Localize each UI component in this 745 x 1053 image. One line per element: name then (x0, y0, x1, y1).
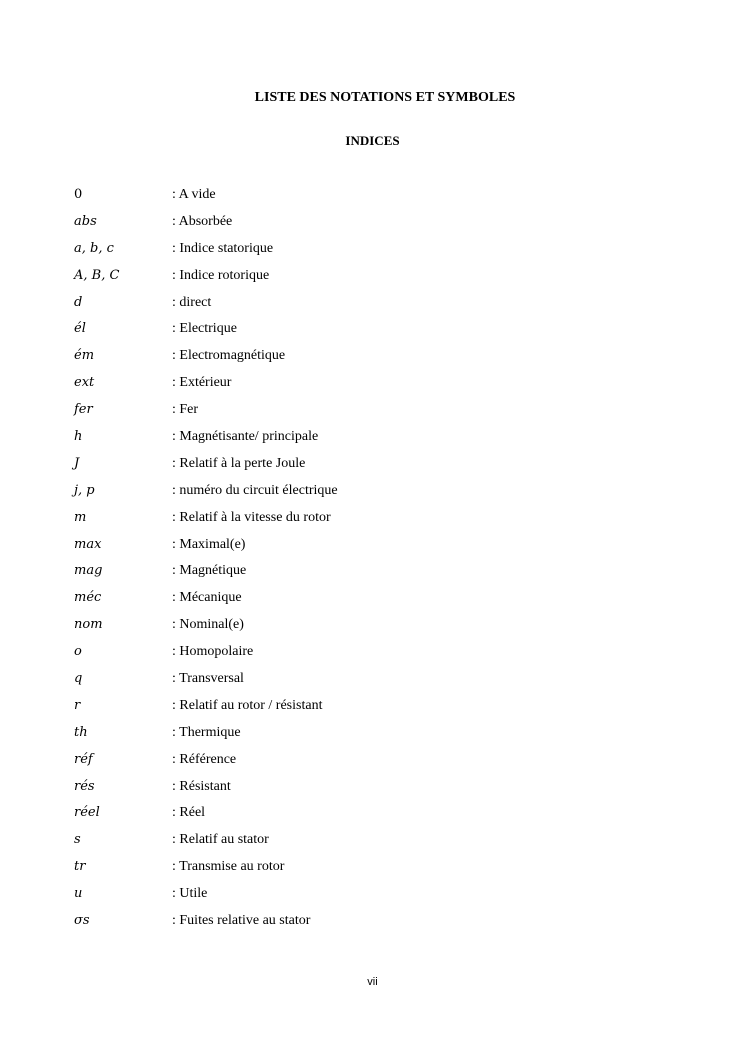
notation-symbol: réel (74, 805, 100, 821)
notation-symbol: él (74, 321, 86, 337)
notation-description: : Nominal(e) (172, 617, 244, 633)
notation-description: : Magnétisante/ principale (172, 429, 319, 445)
notation-symbol: nom (74, 617, 103, 633)
notation-description: : Relatif au rotor / résistant (172, 697, 323, 713)
list-item (74, 643, 694, 670)
list-item (74, 831, 694, 858)
notation-symbol: rés (74, 778, 95, 794)
notation-description: : Absorbée (172, 213, 233, 229)
notation-description: : Electromagnétique (172, 348, 286, 364)
notation-description: : Magnétique (172, 563, 247, 579)
notation-symbol: j, p (74, 482, 95, 498)
notation-description: : direct (172, 294, 212, 310)
notation-description: : Relatif à la vitesse du rotor (172, 509, 331, 525)
list-item (74, 509, 694, 536)
notation-symbol: fer (74, 402, 93, 418)
list-item (74, 885, 694, 912)
notation-description: : Homopolaire (172, 644, 254, 660)
notation-description: : Fer (172, 402, 199, 418)
notation-description: : numéro du circuit électrique (172, 482, 338, 498)
notation-description: : Maximal(e) (172, 536, 246, 552)
page-title: LISTE DES NOTATIONS ET SYMBOLES (254, 90, 516, 105)
list-item (74, 455, 694, 482)
notation-symbol: a, b, c (74, 240, 114, 256)
notation-description: : Transversal (172, 671, 244, 687)
list-item (74, 589, 694, 616)
list-item (74, 670, 694, 697)
notation-description: : Electrique (172, 321, 237, 337)
notation-symbol: m (74, 509, 87, 525)
list-item (74, 374, 694, 401)
notation-description: : Mécanique (172, 590, 242, 606)
list-item (74, 186, 694, 213)
notation-description: : Transmise au rotor (172, 859, 285, 875)
notation-symbol: σs (74, 913, 90, 929)
list-item (74, 347, 694, 374)
list-item (74, 401, 694, 428)
notation-description: : Utile (172, 886, 208, 902)
list-item (74, 428, 694, 455)
notation-description: : Résistant (172, 778, 231, 794)
notation-description: : Réel (172, 805, 206, 821)
list-item (74, 858, 694, 885)
list-item (74, 616, 694, 643)
notation-description: : Extérieur (172, 375, 232, 391)
list-item (74, 320, 694, 347)
notation-symbol: réf (74, 751, 93, 767)
list-item (74, 724, 694, 751)
notation-symbol: tr (74, 859, 86, 875)
notation-symbol: ext (74, 375, 95, 391)
list-item (74, 562, 694, 589)
list-item (74, 804, 694, 831)
notation-symbol: méc (74, 590, 102, 606)
notation-symbol: s (74, 832, 81, 848)
notation-symbol: d (74, 294, 83, 310)
notation-description: : Référence (172, 751, 237, 767)
notation-symbol: max (74, 536, 102, 552)
notation-symbol: r (74, 697, 81, 713)
notation-symbol: q (74, 671, 83, 687)
list-item (74, 536, 694, 563)
section-title: INDICES (345, 133, 400, 148)
notation-symbol: o (74, 644, 82, 660)
notation-description: : Indice rotorique (172, 267, 270, 283)
notation-description: : Indice statorique (172, 240, 274, 256)
list-item (74, 240, 694, 267)
list-item (74, 778, 694, 805)
list-item (74, 267, 694, 294)
page-number: vii (367, 976, 378, 988)
notation-symbol: 0 (74, 187, 83, 202)
notation-symbol: A, B, C (74, 267, 120, 283)
notation-description: : Relatif à la perte Joule (172, 455, 306, 471)
notation-symbol: mag (74, 563, 103, 579)
notation-symbol: h (74, 429, 83, 445)
list-item (74, 697, 694, 724)
list-item (74, 751, 694, 778)
notation-symbol: J (74, 455, 80, 471)
notation-symbol: abs (74, 213, 97, 229)
notation-description: : Relatif au stator (172, 832, 269, 848)
notation-symbol: u (74, 886, 83, 902)
list-item (74, 294, 694, 321)
notation-description: : Thermique (172, 724, 241, 740)
notation-symbol: th (74, 724, 88, 740)
list-item (74, 482, 694, 509)
notation-list (74, 186, 694, 939)
list-item (74, 213, 694, 240)
notation-symbol: ém (74, 348, 95, 364)
notation-description: : A vide (172, 187, 216, 202)
list-item (74, 912, 694, 939)
notation-description: : Fuites relative au stator (172, 913, 311, 929)
